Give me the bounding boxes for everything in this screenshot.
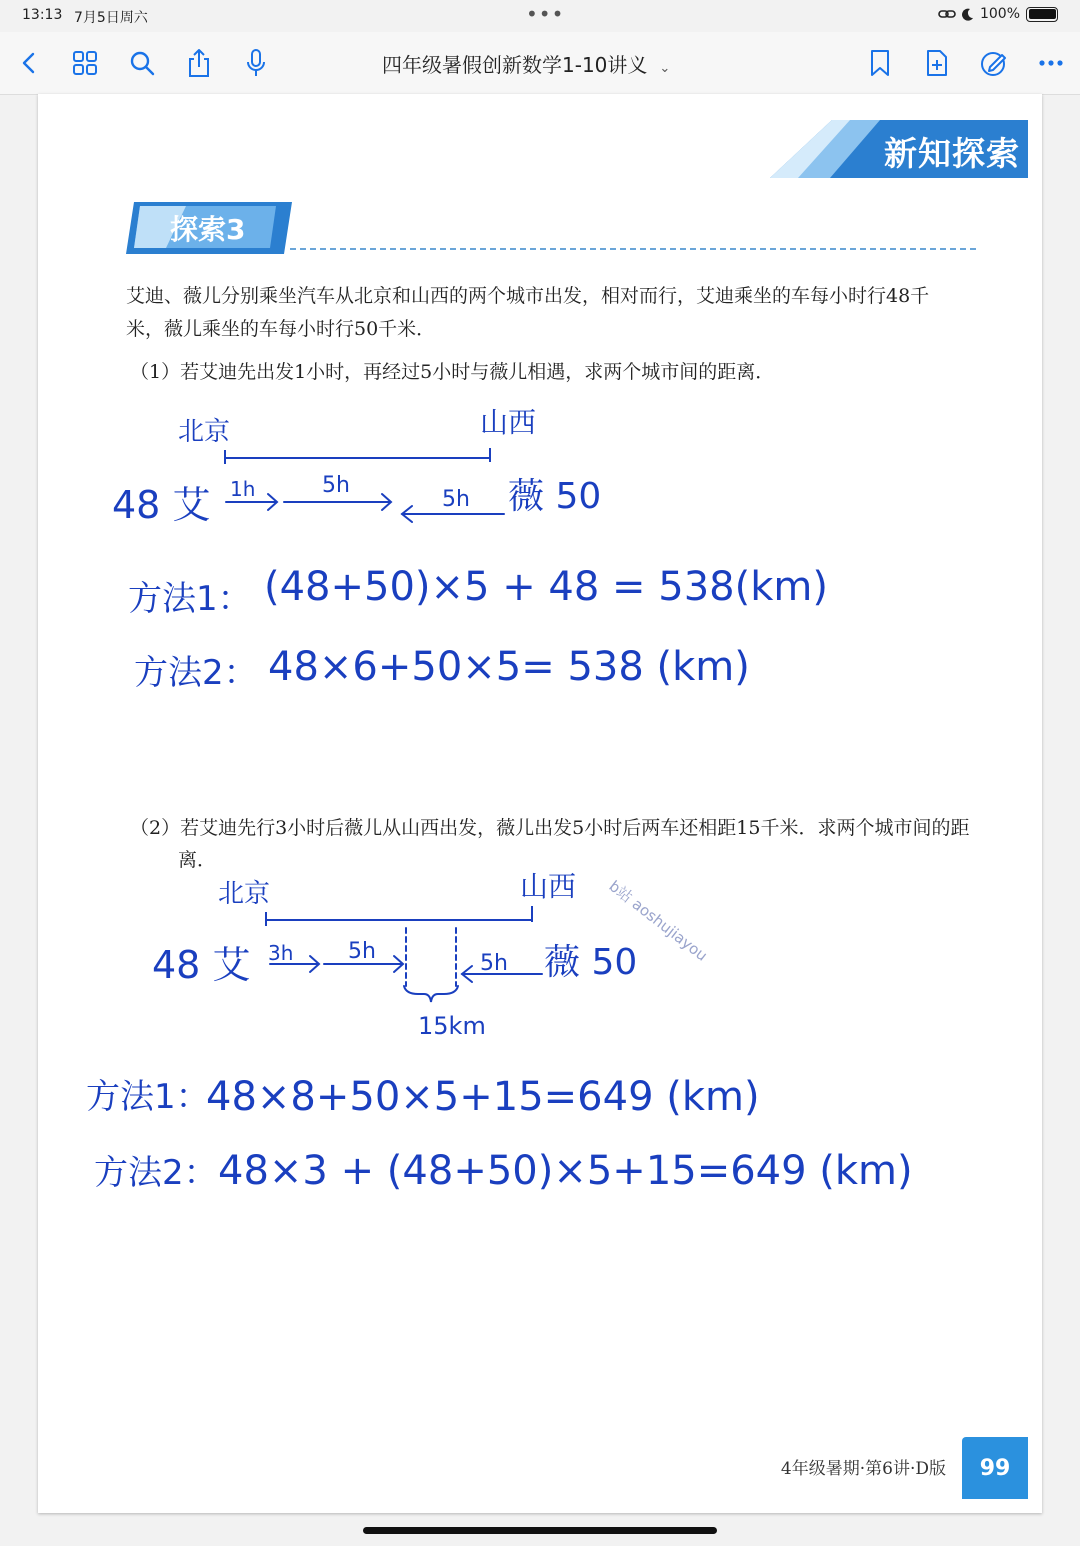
document-title[interactable] <box>382 49 670 78</box>
d1-seg1: 1h <box>230 477 256 501</box>
page-number: 99 <box>962 1437 1028 1499</box>
toolbar <box>0 32 1080 95</box>
document-title-text: 四年级暑假创新数学1-10讲义 <box>382 53 648 77</box>
document-page[interactable] <box>38 94 1042 1513</box>
battery-icon <box>1026 7 1058 22</box>
status-date: 7月5日周六 <box>74 10 148 26</box>
method2-expression: 48×6+50×5= 538 (km) <box>268 644 750 690</box>
d1-seg3: 5h <box>442 487 470 512</box>
question-2-line-1: （2）若艾迪先行3小时后薇儿从山西出发，薇儿出发5小时后两车还相距15千米．求两个城市间的距 <box>130 817 970 839</box>
method1-expression: (48+50)×5 + 48 = 538(km) <box>264 564 828 610</box>
d2-seg1: 3h <box>268 941 294 965</box>
d2-left-city: 北京 <box>218 879 271 909</box>
status-time: 13:13 <box>22 7 63 23</box>
d1-left-city: 北京 <box>178 417 231 447</box>
d2-gap-label: 15km <box>418 1012 486 1040</box>
more-icon[interactable] <box>1034 46 1068 80</box>
d1-left-label: 48 艾 <box>112 483 211 527</box>
status-right <box>938 6 1058 22</box>
markup-icon[interactable] <box>977 46 1011 80</box>
status-bar <box>0 0 1080 32</box>
problem-line-2: 米，薇儿乘坐的车每小时行50千米． <box>126 318 436 340</box>
problem-line-1: 艾迪、薇儿分别乘坐汽车从北京和山西的两个城市出发，相对而行，艾迪乘坐的车每小时行48千 <box>126 285 930 307</box>
d1-right-city: 山西 <box>480 406 537 439</box>
method3-expression: 48×8+50×5+15=649 (km) <box>206 1074 760 1120</box>
d2-right-label: 薇 50 <box>544 942 638 983</box>
mic-icon[interactable] <box>239 46 273 80</box>
d2-seg3: 5h <box>480 951 508 976</box>
banner-title: 新知探索 <box>884 134 1020 173</box>
grid-icon[interactable] <box>68 46 102 80</box>
d2-distance-line <box>266 906 532 926</box>
d2-seg2: 5h <box>348 939 376 964</box>
method1-label: 方法1： <box>128 579 252 619</box>
question-1: （1）若艾迪先出发1小时，再经过5小时与薇儿相遇，求两个城市间的距离． <box>130 361 775 383</box>
multitask-dots-icon[interactable]: ••• <box>526 2 565 26</box>
back-icon[interactable] <box>12 46 46 80</box>
method3-label: 方法1： <box>86 1077 210 1117</box>
method2-label: 方法2： <box>134 653 258 693</box>
section-title: 探索3 <box>170 213 246 246</box>
page-footer: 4年级暑期·第6讲·D版 <box>780 1459 946 1479</box>
share-icon[interactable] <box>182 46 216 80</box>
link-icon <box>938 8 956 20</box>
d1-distance-line <box>225 448 490 464</box>
method4-label: 方法2： <box>94 1153 218 1193</box>
d1-seg2: 5h <box>322 473 350 498</box>
d2-left-label: 48 艾 <box>152 943 251 987</box>
d2-right-city: 山西 <box>520 870 577 903</box>
battery-percent: 100% <box>979 6 1020 22</box>
bookmark-icon[interactable] <box>863 46 897 80</box>
chevron-down-icon: ⌄ <box>659 61 671 76</box>
moon-icon <box>962 8 974 21</box>
watermark-text: b站 aoshujiayou <box>605 876 711 965</box>
add-page-icon[interactable] <box>920 46 954 80</box>
question-2-line-2: 离． <box>178 849 217 871</box>
home-indicator[interactable] <box>363 1527 717 1534</box>
handwriting-layer <box>38 94 1042 1513</box>
d1-right-label: 薇 50 <box>508 476 602 517</box>
method4-expression: 48×3 + (48+50)×5+15=649 (km) <box>218 1148 913 1194</box>
search-icon[interactable] <box>125 46 159 80</box>
